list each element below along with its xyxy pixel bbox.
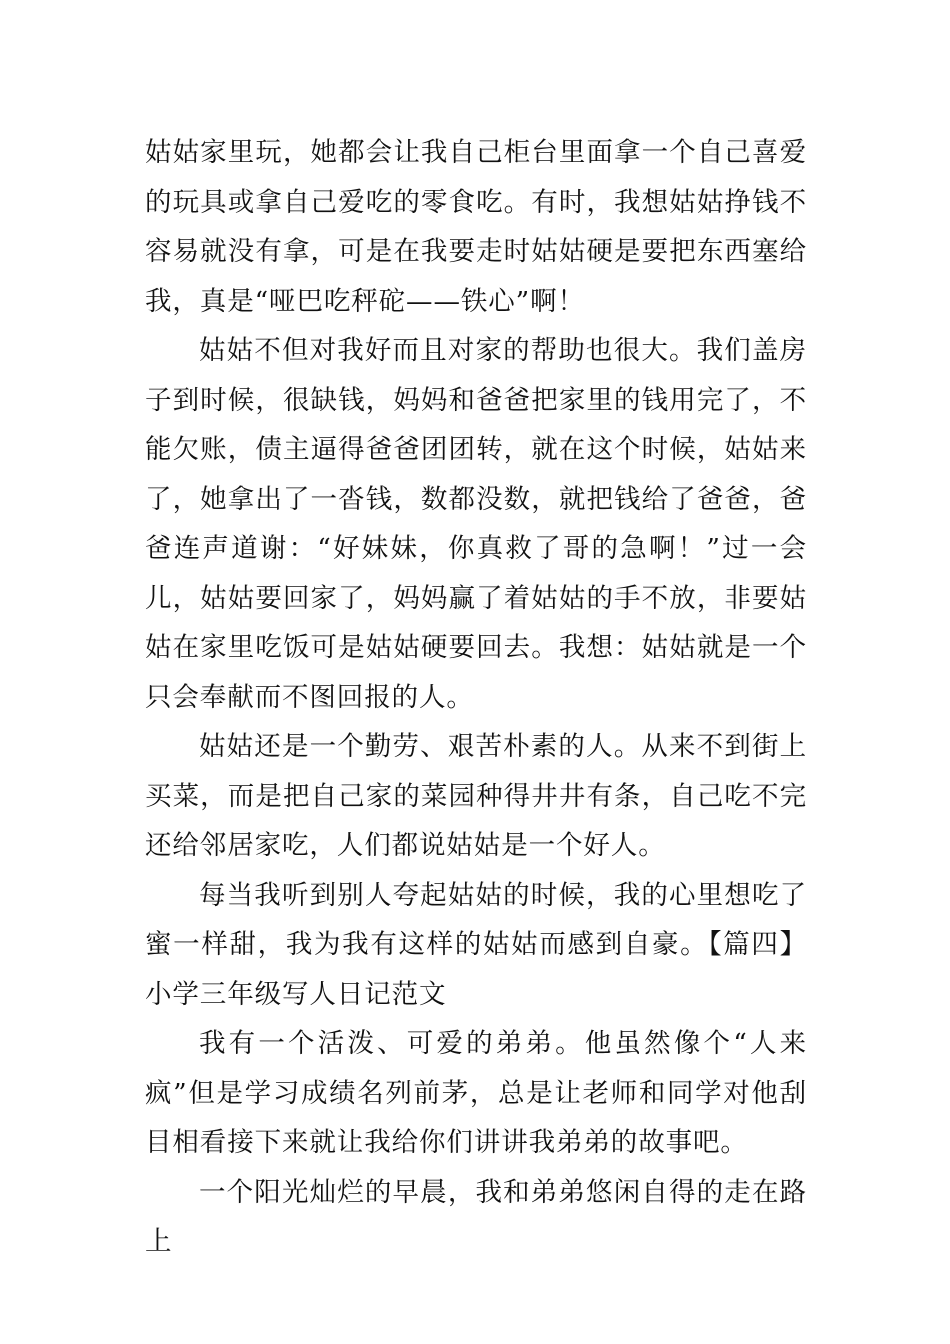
paragraph-2: 姑姑不但对我好而且对家的帮助也很大。我们盖房子到时候，很缺钱，妈妈和爸爸把家里的钱用完了，不能欠账，债主逼得爸爸团团转，就在这个时候，姑姑来了，她拿出了一沓钱，数都没数，就把钱给了爸爸，爸爸连声道谢：“好妹妹，你真救了哥的急啊！”过一会儿，姑姑要回家了，妈妈赢了着姑姑的手不放，非要姑姑在家里吃饭可是姑姑硬要回去。我想：姑姑就是一个只会奉献而不图回报的人。	[145, 335, 807, 713]
paragraph-6: 一个阳光灿烂的早晨，我和弟弟悠闲自得的走在路上	[145, 1176, 807, 1257]
body-text	[145, 128, 807, 1267]
paragraph-5: 我有一个活泼、可爱的弟弟。他虽然像个“人来疯”但是学习成绩名列前茅，总是让老师和同学对他刮目相看接下来就让我给你们讲讲我弟弟的故事吧。	[145, 1028, 807, 1158]
paragraph-4: 每当我听到别人夸起姑姑的时候，我的心里想吃了蜜一样甜，我为我有这样的姑姑而感到自豪。【篇四】小学三年级写人日记范文	[145, 879, 807, 1010]
paragraph-1: 姑姑家里玩，她都会让我自己柜台里面拿一个自己喜爱的玩具或拿自己爱吃的零食吃。有时，我想姑姑挣钱不容易就没有拿，可是在我要走时姑姑硬是要把东西塞给我，真是“哑巴吃秤砣——铁心”啊！	[145, 137, 807, 317]
paragraph-3: 姑姑还是一个勤劳、艰苦朴素的人。从来不到街上买菜，而是把自己家的菜园种得井井有条，自己吃不完还给邻居家吃，人们都说姑姑是一个好人。	[145, 731, 807, 861]
